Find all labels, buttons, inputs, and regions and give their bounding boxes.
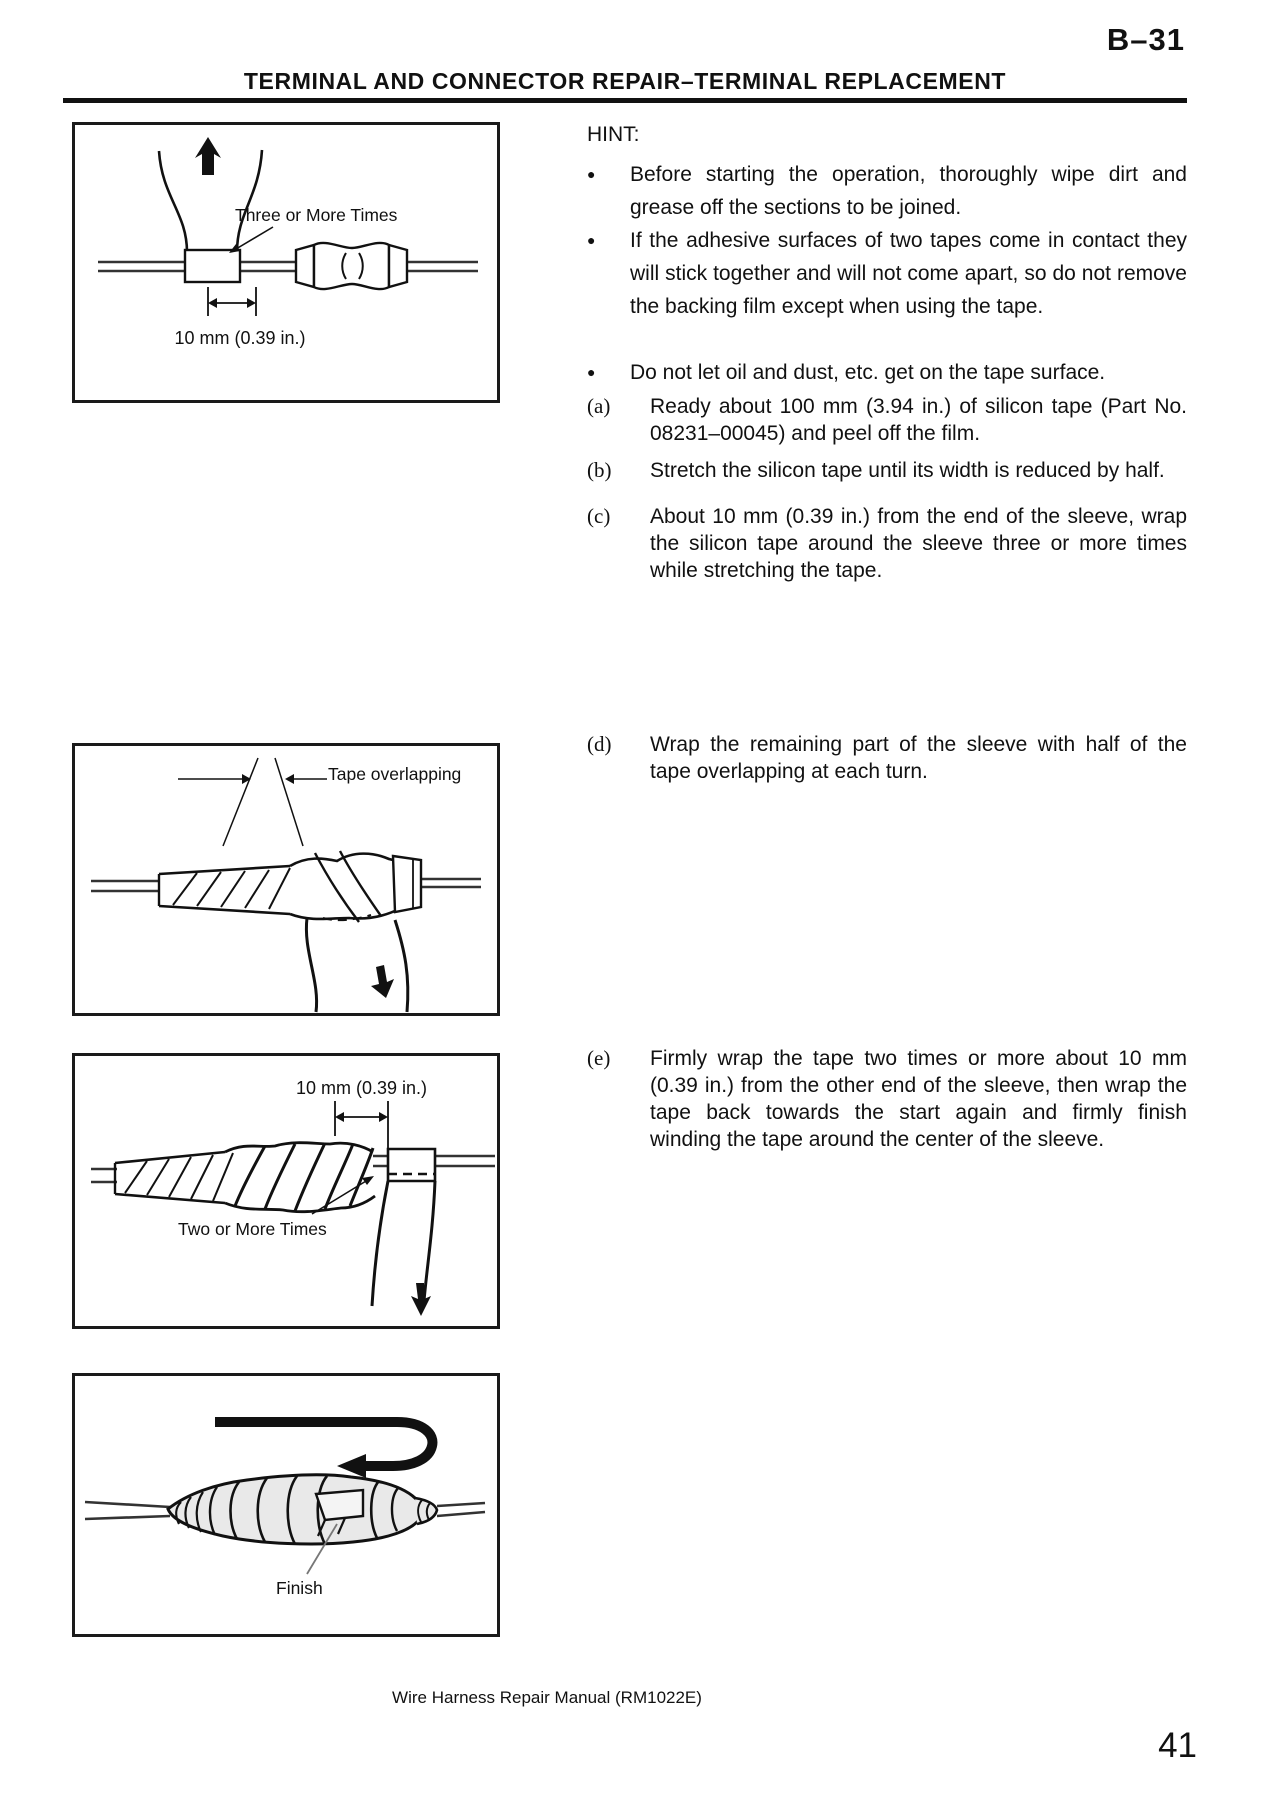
step-text: Stretch the silicon tape until its width is reduced by half. — [650, 459, 1165, 482]
sleeve-barrel — [314, 243, 389, 289]
fig2-illustration — [75, 746, 497, 1013]
page-number: 41 — [1158, 1726, 1197, 1765]
hint-bullet-text: Before starting the operation, thoroughly wipe dirt and grease off the sections to be joined. — [630, 163, 1187, 219]
sleeve-right-cap — [389, 245, 407, 287]
fig3-dimension-label: 10 mm (0.39 in.) — [296, 1078, 428, 1098]
procedure-step — [587, 503, 1187, 584]
tape-strip — [306, 918, 316, 1012]
sleeve-end — [393, 856, 421, 912]
step-text: About 10 mm (0.39 in.) from the end of the sleeve, wrap the silicon tape around the sleeve three or more times while stretching the tape. — [650, 505, 1187, 582]
fig1-wrap-label: Three or More Times — [235, 205, 398, 225]
spiral-wrap — [115, 1152, 225, 1163]
fig1-dimension-label: 10 mm (0.39 in.) — [174, 328, 306, 348]
tape-wrap — [185, 250, 240, 282]
tape-end — [388, 1149, 435, 1181]
bullet-icon: ● — [587, 232, 596, 248]
procedure-step — [587, 457, 1187, 484]
fig3-wrap-label: Two or More Times — [178, 1219, 327, 1239]
figure-finish — [72, 1373, 500, 1637]
fig3-illustration — [75, 1056, 497, 1326]
down-arrow-icon — [411, 1283, 431, 1316]
page-code: B–31 — [1106, 22, 1185, 57]
hint-bullet — [587, 158, 1187, 224]
fig2-overlap-label: Tape overlapping — [328, 764, 462, 784]
figure-tape-overlap — [72, 743, 500, 1016]
step-text: Ready about 100 mm (3.94 in.) of silicon tape (Part No. 08231–00045) and peel off the film. — [650, 395, 1187, 445]
step-text: Firmly wrap the tape two times or more about 10 mm (0.39 in.) from the other end of the sleeve, then wrap the tape back towards the start again and firmly finish winding the tape around the center of the sleeve. — [650, 1047, 1187, 1151]
hint-bullet-text: Do not let oil and dust, etc. get on the tape surface. — [630, 361, 1106, 384]
up-arrow-icon — [195, 137, 221, 175]
figure-wrap-end — [72, 1053, 500, 1329]
hint-bullet — [587, 224, 1187, 323]
hint-bullet — [587, 356, 1187, 389]
wire — [85, 1502, 170, 1507]
finished-wrap — [168, 1475, 422, 1544]
down-arrow-icon — [371, 965, 394, 998]
spiral-wrap — [159, 866, 290, 874]
step-id: (b) — [587, 458, 612, 482]
step-text: Wrap the remaining part of the sleeve with half of the tape overlapping at each turn. — [650, 733, 1187, 783]
procedure-step — [587, 1045, 1187, 1153]
step-id: (d) — [587, 732, 612, 756]
fig4-finish-label: Finish — [276, 1578, 323, 1598]
step-id: (a) — [587, 394, 611, 418]
step-id: (e) — [587, 1046, 611, 1070]
bullet-icon: ● — [587, 166, 596, 182]
curved-arrow-icon — [215, 1422, 432, 1466]
hint-bullet-text: If the adhesive surfaces of two tapes come in contact they will stick together and will not come apart, so do not remove the backing film except when using the tape. — [630, 229, 1187, 318]
procedure-step — [587, 731, 1187, 785]
step-id: (c) — [587, 504, 611, 528]
figure-wrap-start — [72, 122, 500, 403]
fig1-illustration — [75, 125, 497, 400]
finish-tab — [316, 1490, 363, 1520]
page-title: TERMINAL AND CONNECTOR REPAIR–TERMINAL REPLACEMENT — [243, 68, 1007, 94]
title-rule — [63, 98, 1187, 103]
hint-heading: HINT: — [587, 123, 640, 146]
sleeve-left-cap — [296, 245, 314, 287]
footer-manual-name: Wire Harness Repair Manual (RM1022E) — [392, 1688, 702, 1707]
procedure-step — [587, 393, 1187, 447]
tape-strip — [372, 1181, 388, 1306]
bullet-icon: ● — [587, 364, 596, 380]
